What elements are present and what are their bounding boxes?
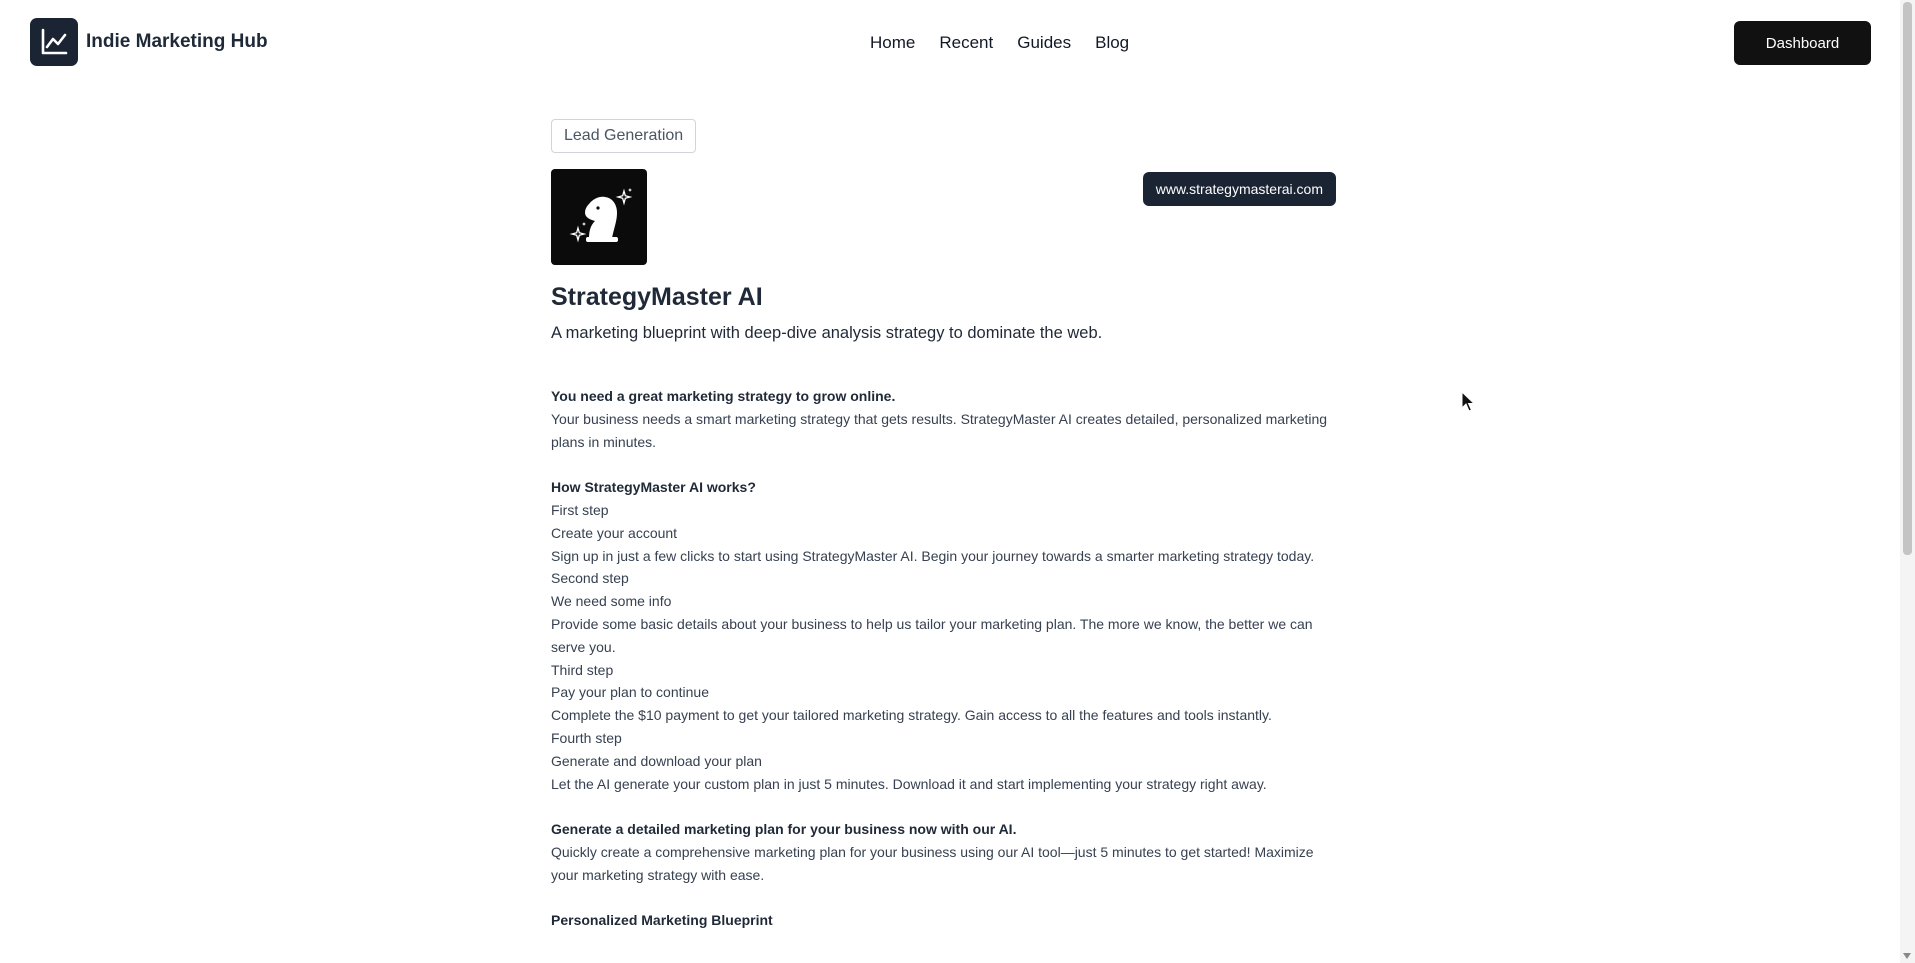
step-title: Generate and download your plan [551, 752, 762, 769]
tool-detail [551, 119, 1336, 932]
step-label: First step [551, 501, 609, 518]
intro-heading: You need a great marketing strategy to grow online. [551, 388, 896, 404]
step-label: Second step [551, 570, 629, 587]
nav-guides[interactable]: Guides [1017, 33, 1072, 52]
nav-recent[interactable]: Recent [939, 33, 994, 52]
category-badge[interactable]: Lead Generation [551, 119, 696, 153]
dashboard-button[interactable]: Dashboard [1734, 21, 1871, 65]
website-link-button[interactable]: www.strategymasterai.com [1143, 172, 1336, 206]
generate-text: Quickly create a comprehensive marketing plan for your business using our AI tool—just 5 minutes to get started! Maximize your marketing strategy with ease. [551, 843, 1314, 883]
tool-title: StrategyMaster AI [551, 283, 763, 311]
generate-heading: Generate a detailed marketing plan for your business now with our AI. [551, 821, 1017, 838]
step-label: Fourth step [551, 729, 622, 746]
step-title: We need some info [551, 593, 672, 610]
step-label: Third step [551, 661, 614, 678]
brand-name[interactable]: Indie Marketing Hub [86, 31, 268, 52]
tool-description [551, 385, 1336, 932]
trending-chart-icon [38, 26, 70, 58]
blueprint-heading: Personalized Marketing Blueprint [551, 912, 773, 929]
step-title: Create your account [551, 524, 678, 541]
intro-text: Your business needs a smart marketing strategy that gets results. StrategyMaster AI creates detailed, personalized marketing plans in minutes. [551, 410, 1328, 450]
step-desc: Provide some basic details about your business to help us tailor your marketing plan. The more we know, the better we can serve you. [551, 615, 1313, 655]
scroll-thumb[interactable] [1903, 2, 1912, 555]
site-header [0, 0, 1896, 85]
nav-blog[interactable]: Blog [1095, 33, 1130, 52]
how-heading: How StrategyMaster AI works? [551, 479, 756, 496]
step-desc: Sign up in just a few clicks to start using StrategyMaster AI. Begin your journey towards a smarter marketing strategy today. [551, 547, 1315, 564]
tool-tagline: A marketing blueprint with deep-dive analysis strategy to dominate the web. [551, 324, 1103, 342]
page-scrollbar[interactable] [1900, 0, 1915, 963]
main-nav [870, 33, 1129, 53]
nav-home[interactable]: Home [870, 33, 916, 52]
scroll-down-arrow-icon[interactable] [1903, 953, 1911, 959]
tool-header-row [551, 169, 1336, 265]
logo[interactable] [30, 18, 78, 66]
app-logo [551, 169, 647, 265]
step-desc: Complete the $10 payment to get your tailored marketing strategy. Gain access to all the features and tools instantly. [551, 707, 1272, 724]
chess-knight-icon [562, 180, 636, 254]
step-title: Pay your plan to continue [551, 684, 709, 701]
step-desc: Let the AI generate your custom plan in just 5 minutes. Download it and start implementing your strategy right away. [551, 775, 1267, 792]
mouse-cursor-icon [1461, 391, 1475, 413]
